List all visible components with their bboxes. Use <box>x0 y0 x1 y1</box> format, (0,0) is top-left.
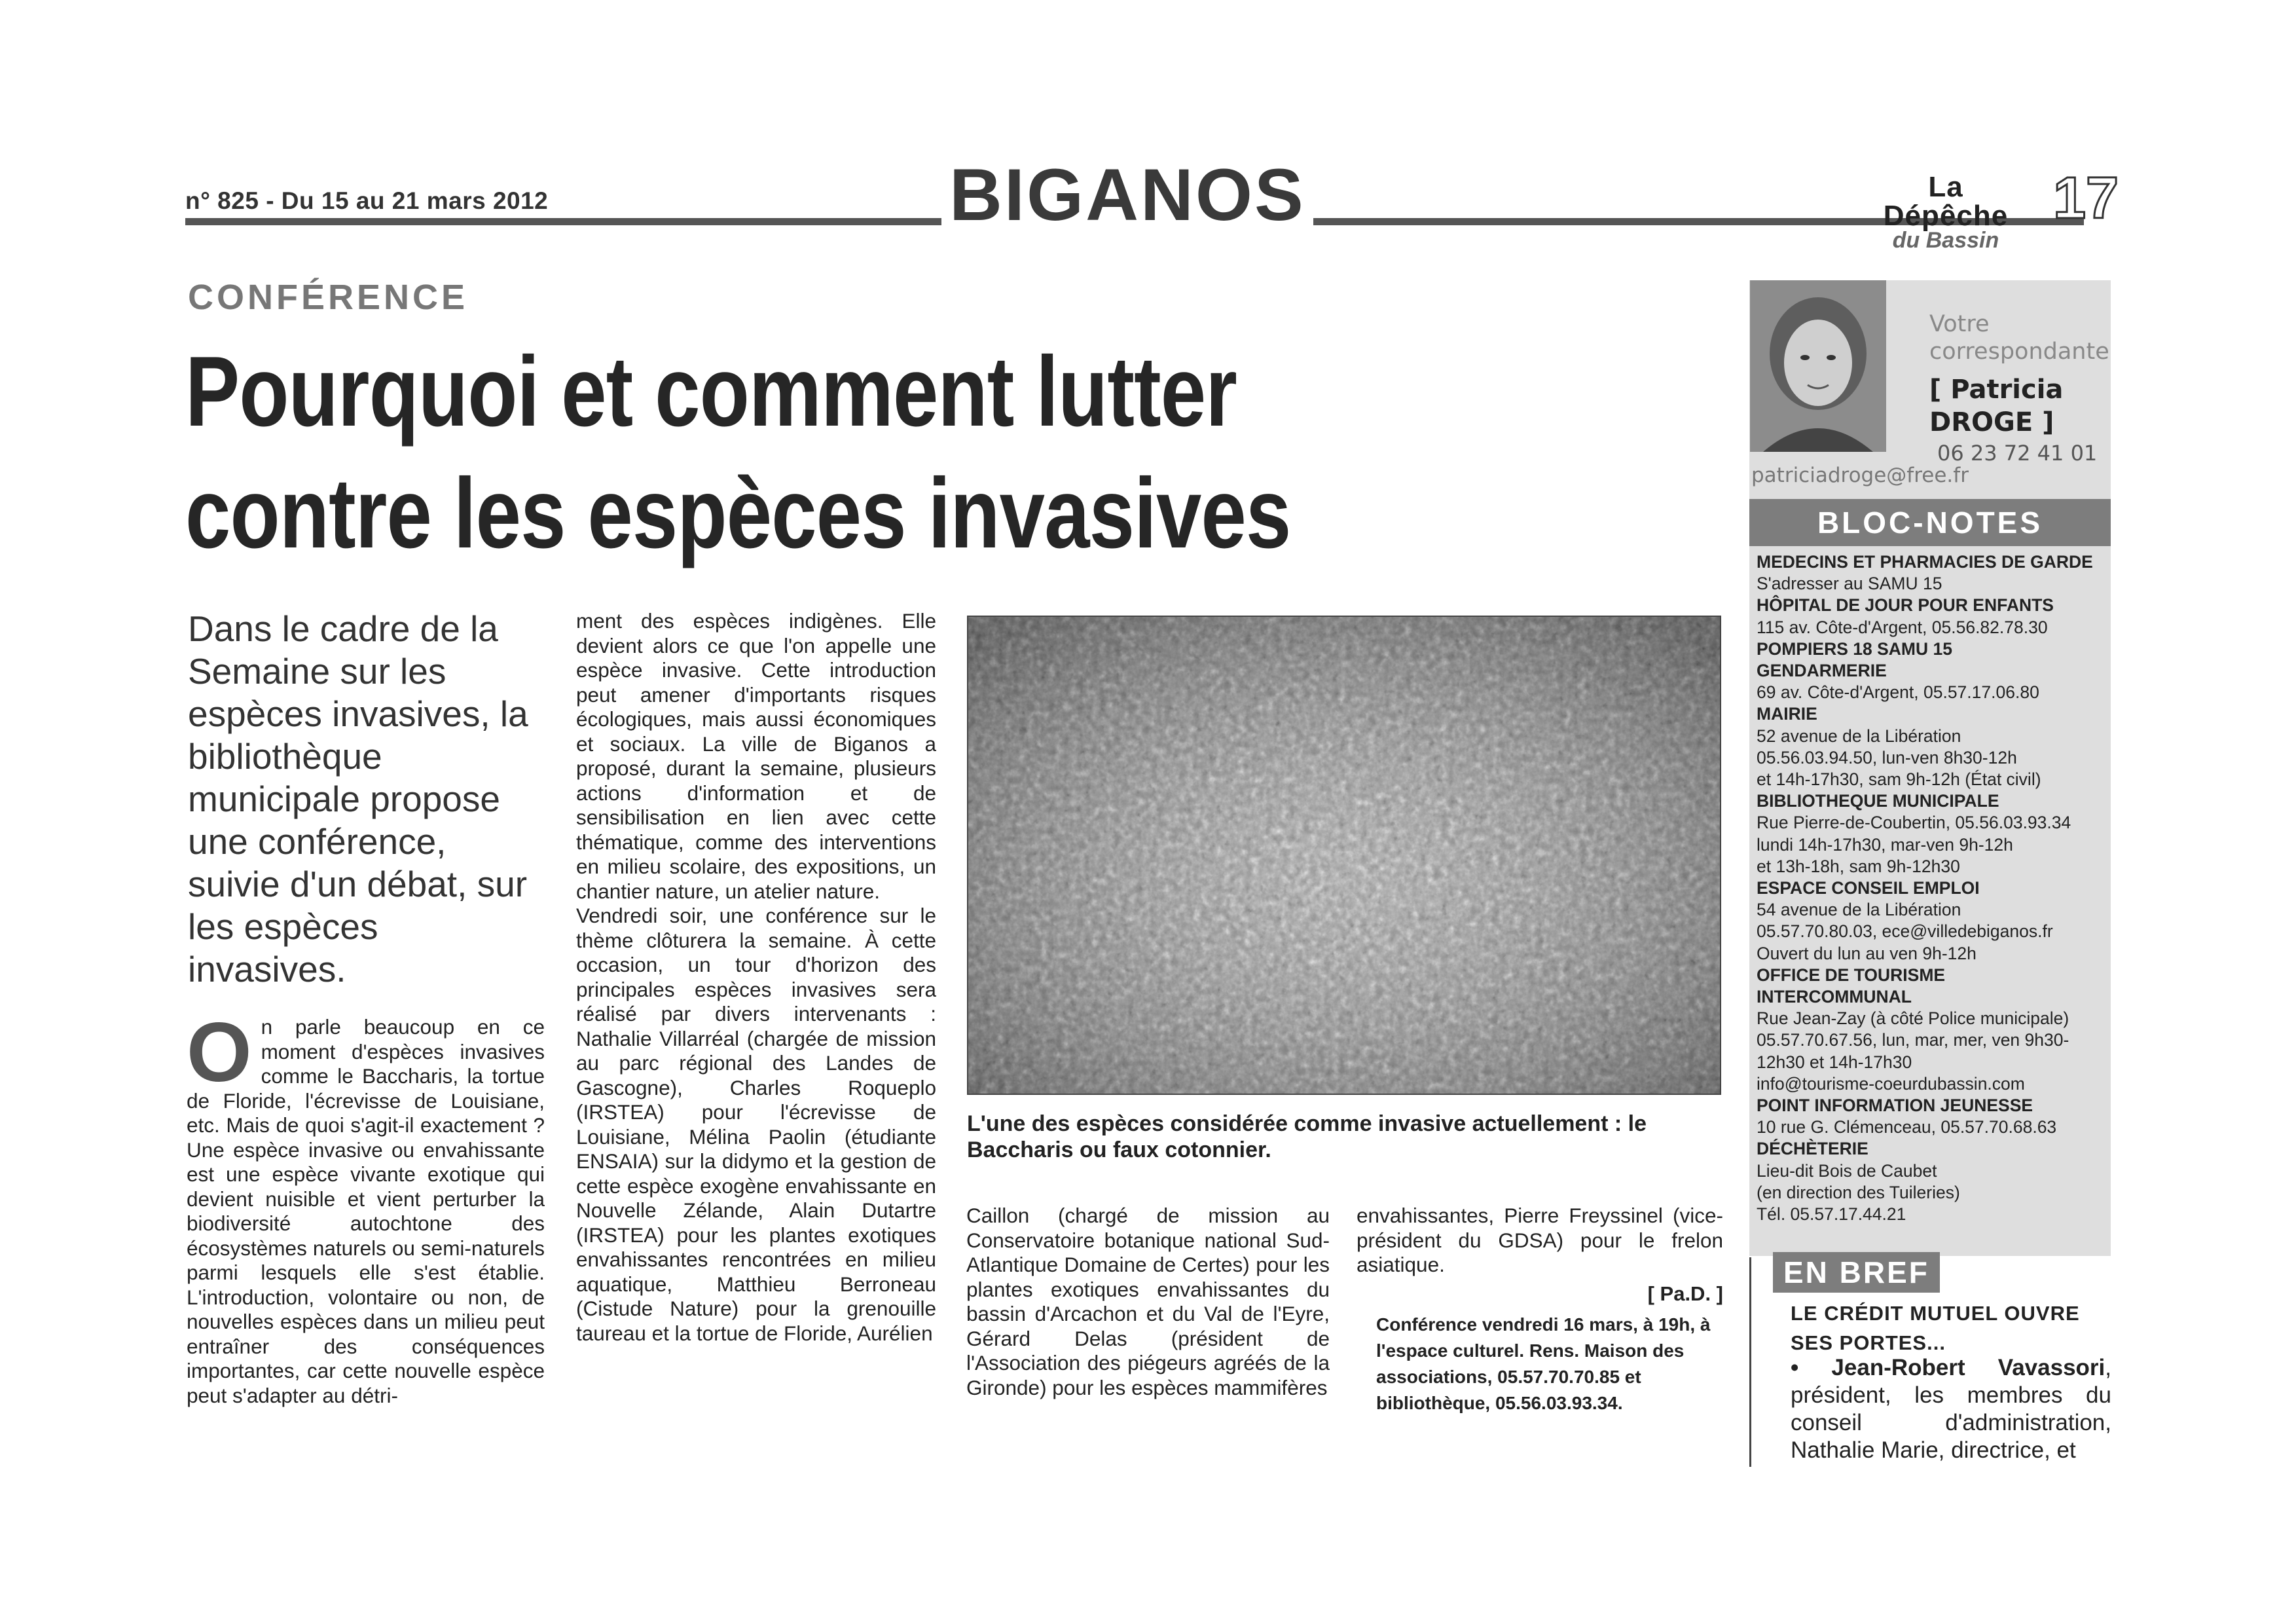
column-2-paragraph-2: Vendredi soir, une conférence sur le thème clôturera la semaine. À cette occasion, un tour d'horizon des principales espèces invasives sera réalisé par divers intervenants : Nathalie Villarréal (chargée de mission au parc régional des Landes de Gascogne), Charles Roqueplo (IRSTEA) pour l'écrevisse de Louisiane, Mélina Paolin (étudiante ENSAIA) sur la didymo et la gestion de cette espèce exogène envahissante en Nouvelle Zélande, Alain Dutartre (IRSTEA) pour les plantes exotiques envahissantes rencontrées en milieu aquatique, Matthieu Berroneau (Cistude Nature) pour la grenouille taureau et la tortue de Floride, Aurélien <box>576 904 936 1345</box>
correspondent-portrait <box>1750 280 1886 452</box>
bloc-notes-line: info@tourisme-coeurdubassin.com <box>1757 1073 2025 1094</box>
portrait-image <box>1750 280 1886 452</box>
en-bref-title: EN BREF <box>1773 1252 1940 1293</box>
bloc-notes-heading: OFFICE DE TOURISME <box>1757 965 1946 985</box>
logo-line-1: La Dépêche <box>1883 171 2009 232</box>
bloc-notes-line: 12h30 et 14h-17h30 <box>1757 1052 1912 1072</box>
article-column-1 <box>187 1006 545 1408</box>
bloc-notes-heading: DÉCHÈTERIE <box>1757 1139 1868 1159</box>
drop-cap: O <box>187 1006 252 1099</box>
bloc-notes-line: 05.57.70.67.56, lun, mar, mer, ven 9h30- <box>1757 1030 2069 1050</box>
bloc-notes-line: Ouvert du lun au ven 9h-12h <box>1757 943 1977 963</box>
bloc-notes-heading: MEDECINS ET PHARMACIES DE GARDE <box>1757 552 2093 572</box>
label-line-2: correspondante <box>1929 339 2109 365</box>
headline: Pourquoi et comment lutter contre les espèces invasives <box>185 336 1291 569</box>
intro-lede: Dans le cadre de la Semaine sur les espèces invasives, la bibliothèque municipale propose une conférence, suivie d'un débat, sur les espèces invasives. <box>188 608 528 989</box>
rubric: CONFÉRENCE <box>188 278 469 317</box>
column-3-text: Caillon (chargé de mission au Conservatoire botanique national Sud-Atlantique Domaine de Certes) pour les plantes exotiques envahissantes du bassin d'Arcachon et du Val de l'Eyre, Gérard Delas (président de l'Association des piégeurs agréés de la Gironde) pour les espèces mammifères <box>966 1204 1330 1399</box>
bloc-notes-line: 115 av. Côte-d'Argent, 05.56.82.78.30 <box>1757 617 2048 637</box>
article-column-4 <box>1357 1204 1723 1306</box>
page-number: 17 <box>2053 166 2119 231</box>
bloc-notes-heading: INTERCOMMUNAL <box>1757 987 1912 1007</box>
issue-date: n° 825 - Du 15 au 21 mars 2012 <box>185 187 549 214</box>
bloc-notes-line: 69 av. Côte-d'Argent, 05.57.17.06.80 <box>1757 682 2039 703</box>
correspondent-label <box>1929 310 2109 365</box>
column-1-text: n parle beaucoup en ce moment d'espèces invasives comme le Baccharis, la tortue de Floride, l'écrevisse de Louisiane, etc. Mais de quoi s'agit-il exactement ? Une espèce invasive ou envahissante est une espèce vivante exotique qui devient nuisible et vient perturber la biodiversité autochtone des écosystèmes naturels ou semi-naturels parmi lesquels elle s'est établie. L'introduction, volontaire ou non, de nouvelles espèces dans un milieu peut entraîner des conséquences importantes, car cette nouvelle espèce peut s'adapter au détri- <box>187 1015 545 1407</box>
bloc-notes-line: Lieu-dit Bois de Caubet <box>1757 1160 1937 1181</box>
article-photo-baccharis <box>967 616 1721 1095</box>
bloc-notes-line: 05.57.70.80.03, ece@villedebiganos.fr <box>1757 921 2053 942</box>
name-line-1: [ Patricia <box>1929 375 2064 405</box>
bloc-notes-heading: POMPIERS 18 SAMU 15 <box>1757 638 1952 659</box>
bloc-notes-list <box>1757 551 2104 1225</box>
en-bref-text <box>1791 1354 2111 1464</box>
article-column-2 <box>576 609 936 1346</box>
bloc-notes-line: 54 avenue de la Libération <box>1757 900 1961 920</box>
label-line-1: Votre <box>1929 311 1990 337</box>
event-info: Conférence vendredi 16 mars, à 19h, à l'espace culturel. Rens. Maison des associations, 05.57.70.70.85 et bibliothèque, 05.56.03.93.34. <box>1376 1314 1711 1413</box>
bloc-notes-heading: HÔPITAL DE JOUR POUR ENFANTS <box>1757 595 2054 616</box>
logo-line-2: du Bassin <box>1892 228 1999 253</box>
correspondent-name <box>1929 373 2063 439</box>
correspondent-phone: 06 23 72 41 01 <box>1937 441 2098 466</box>
bloc-notes-heading: BIBLIOTHEQUE MUNICIPALE <box>1757 791 1999 811</box>
en-bref-name: • Jean-Robert Vavassori <box>1791 1355 2105 1380</box>
bloc-notes-line: (en direction des Tuileries) <box>1757 1182 1960 1202</box>
name-line-2: DROGE ] <box>1929 407 2054 437</box>
bloc-notes-line: 52 avenue de la Libération <box>1757 726 1961 746</box>
bloc-notes-line: S'adresser au SAMU 15 <box>1757 574 1942 594</box>
bloc-notes-line: Rue Pierre-de-Coubertin, 05.56.03.93.34 <box>1757 813 2071 833</box>
bloc-notes-heading: GENDARMERIE <box>1757 661 1887 681</box>
bloc-notes-line: 05.56.03.94.50, lun-ven 8h30-12h <box>1757 747 2017 767</box>
bloc-notes-line: lundi 14h-17h30, mar-ven 9h-12h <box>1757 834 2013 855</box>
bloc-notes-line: 10 rue G. Clémenceau, 05.57.70.68.63 <box>1757 1117 2057 1137</box>
bloc-notes-title: BLOC-NOTES <box>1749 499 2111 546</box>
article-column-3 <box>966 1204 1330 1400</box>
bloc-notes-heading: MAIRIE <box>1757 704 1817 724</box>
en-bref-heading: LE CRÉDIT MUTUEL OUVRE SES PORTES... <box>1791 1302 2080 1354</box>
column-4-text: envahissantes, Pierre Freyssinel (vice-président du GDSA) pour le frelon asiatique. <box>1357 1204 1723 1276</box>
correspondent-email: patriciadroge@free.fr <box>1751 464 1969 487</box>
en-bref-body: , président, les membres du conseil d'administration, Nathalie Marie, directrice, et <box>1791 1355 2111 1463</box>
author-signature: [ Pa.D. ] <box>1647 1282 1723 1305</box>
bloc-notes-heading: ESPACE CONSEIL EMPLOI <box>1757 878 1980 898</box>
column-2-paragraph-1: ment des espèces indigènes. Elle devient alors ce que l'on appelle une espèce invasive. Cette introduction peut amener d'importants risques écologiques, mais aussi économiques et sociaux. La ville de Biganos a proposé, durant la semaine, plusieurs actions d'information et de sensibilisation en lien avec cette thématique, comme des interventions en milieu scolaire, des expositions, un chantier nature, un atelier nature. <box>576 609 936 903</box>
section-town-title: BIGANOS <box>941 149 1313 241</box>
bloc-notes-line: et 13h-18h, sam 9h-12h30 <box>1757 856 1960 876</box>
bloc-notes-line: et 14h-17h30, sam 9h-12h (État civil) <box>1757 769 2041 790</box>
photo-caption: L'une des espèces considérée comme invasive actuellement : le Baccharis ou faux cotonnier. <box>967 1111 1647 1162</box>
bloc-notes-line: Rue Jean-Zay (à côté Police municipale) <box>1757 1008 2069 1029</box>
bloc-notes-heading: POINT INFORMATION JEUNESSE <box>1757 1096 2033 1116</box>
foliage-image <box>968 617 1720 1094</box>
newspaper-logo <box>1867 173 2024 251</box>
column-rule <box>1749 1257 1751 1467</box>
bloc-notes-line: Tél. 05.57.17.44.21 <box>1757 1204 1906 1225</box>
